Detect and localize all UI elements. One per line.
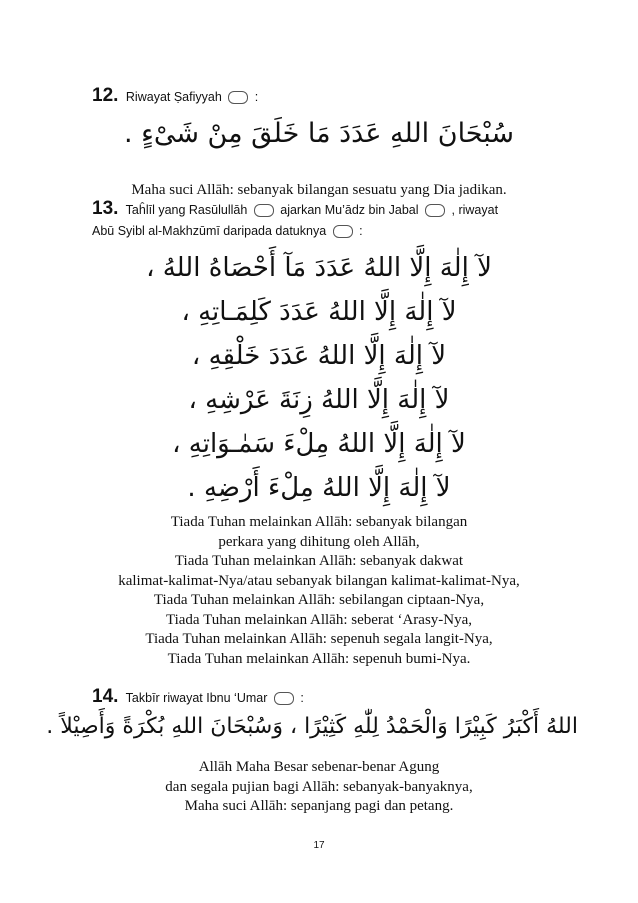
arabic-line: لآ إِلٰهَ إِلَّا اللهُ عَدَدَ مَآ أَحْصَاهُ اللهُ ، [146,253,492,283]
arabic-line: لآ إِلٰهَ إِلَّا اللهُ زِنَةَ عَرْشِهِ ، [188,385,450,415]
translation-line: perkara yang dihitung oleh Allāh, [218,533,420,550]
translation-line: Tiada Tuhan melainkan Allāh: seberat ‘Arasy-Nya, [165,611,473,628]
translation-line: Tiada Tuhan melainkan Allāh: sebilangan ciptaan-Nya, [153,592,485,608]
section-13-heading [92,200,568,219]
section-number: 12. [92,85,119,106]
honorific-seal-icon [274,692,294,705]
honorific-seal-icon [333,225,353,238]
section-14-heading [92,688,568,707]
section-number: 13. [92,198,119,219]
translation-line: Tiada Tuhan melainkan Allāh: sebanyak dakwat [174,553,464,569]
honorific-seal-icon [425,204,445,217]
translation-line: dan segala pujian bagi Allāh: sebanyak-banyaknya, [165,778,473,795]
section-label: Takbīr riwayat Ibnu ‘Umar [125,691,268,705]
translation-line: Maha suci Allāh: sebanyak bilangan sesuatu yang Dia jadikan. [131,182,507,198]
section-label: ajarkan Mu’ādz bin Jabal [280,203,419,217]
section-colon: : [300,691,304,705]
arabic-line: لآ إِلٰهَ إِلَّا اللهُ عَدَدَ كَلِمَـاتِهِ ، [181,297,457,327]
section-12-heading [92,87,568,106]
translation-text [40,758,598,817]
translation-line: Tiada Tuhan melainkan Allāh: sepenuh segala langit-Nya, [145,631,493,647]
translation-text [40,181,598,201]
section-number: 14. [92,686,119,707]
translation-line: kalimat-kalimat-Nya/atau sebanyak bilangan kalimat-kalimat-Nya, [118,572,520,589]
arabic-line: لآ إِلٰهَ إِلَّا اللهُ مِلْءَ أَرْضِهِ . [187,473,451,503]
arabic-line: لآ إِلٰهَ إِلَّا اللهُ مِلْءَ سَمٰـوَاتِهِ ، [172,429,466,459]
section-13-heading-line2 [92,222,568,240]
translation-line: Allāh Maha Besar sebenar-benar Agung [198,759,440,775]
section-colon: : [359,224,363,238]
section-colon: : [254,90,259,104]
section-label: Taĥlīl yang Rasūlullāh [125,203,248,217]
translation-line: Tiada Tuhan melainkan Allāh: sebanyak bilangan [170,514,468,530]
section-label: Abū Syibl al-Makhzūmī daripada datuknya [92,224,327,238]
arabic-line: لآ إِلٰهَ إِلَّا اللهُ عَدَدَ خَلْقِهِ ، [191,341,447,371]
arabic-text: اللهُ أَكْبَرُ كَبِيْرًا وَالْحَمْدُ لِلّٰهِ كَثِيْرًا ، وَسُبْحَانَ اللهِ بُكْرَةً وَأَصِيْلاً . [46,714,578,739]
translation-text [40,513,598,669]
honorific-seal-icon [254,204,274,217]
page-number: 17 [313,840,325,851]
honorific-seal-icon [228,91,248,104]
translation-line: Maha suci Allāh: sepanjang pagi dan petang. [184,798,454,814]
arabic-text: سُبْحَانَ اللهِ عَدَدَ مَا خَلَقَ مِنْ شَىْءٍ . [123,118,515,149]
section-label: Riwayat Ṣafiyyah [125,90,222,104]
section-label: , riwayat [451,203,499,217]
translation-line: Tiada Tuhan melainkan Allāh: sepenuh bumi-Nya. [167,650,471,667]
